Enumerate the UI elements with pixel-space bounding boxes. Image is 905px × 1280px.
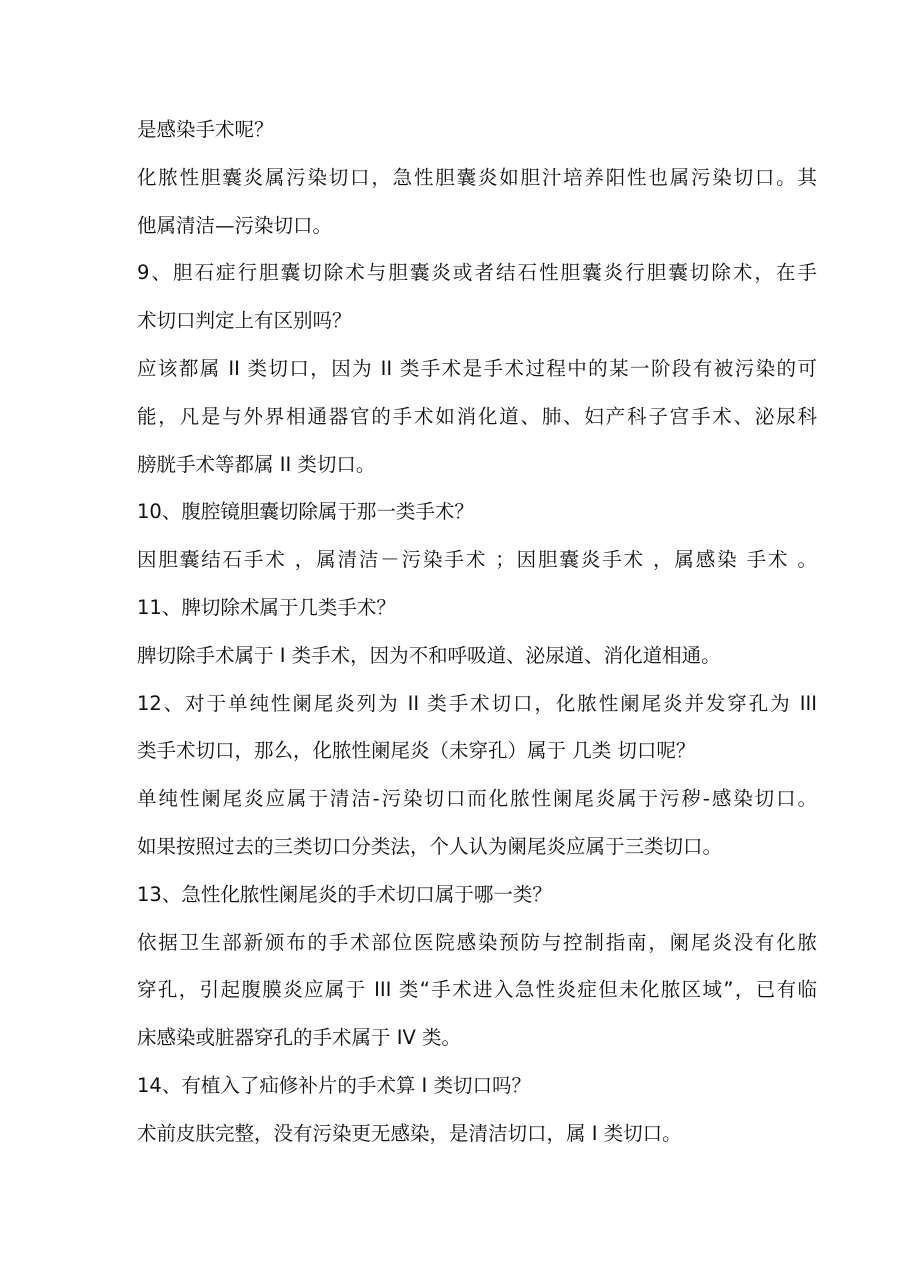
question-12-line: 12、对于单纯性阑尾炎列为 II 类手术切口，化脓性阑尾炎并发穿孔为 III <box>137 691 817 715</box>
text-line: 穿孔，引起腹膜炎应属于 III 类“手术进入急性炎症但未化脓区域”，已有临 <box>137 978 817 1002</box>
text-line: 是感染手术呢？ <box>137 118 274 141</box>
text-line: 化脓性胆囊炎属污染切口，急性胆囊炎如胆汁培养阳性也属污染切口。其 <box>137 165 817 189</box>
question-13-line: 13、急性化脓性阑尾炎的手术切口属于哪一类？ <box>137 882 552 906</box>
text-line: 应该都属 II 类切口，因为 II 类手术是手术过程中的某一阶段有被污染的可 <box>137 356 817 380</box>
text-line: 他属清洁—污染切口。 <box>137 213 333 237</box>
question-10-line: 10、腹腔镜胆囊切除属于那一类手术？ <box>137 500 474 524</box>
question-12-line: 类手术切口，那么，化脓性阑尾炎（未穿孔）属于 几类 切口呢？ <box>137 739 696 763</box>
text-line: 膀胱手术等都属 II 类切口。 <box>137 452 376 476</box>
text-line: 脾切除手术属于 I 类手术，因为不和呼吸道、泌尿道、消化道相通。 <box>137 643 721 667</box>
text-line: 床感染或脏器穿孔的手术属于 IV 类。 <box>137 1026 461 1050</box>
text-line: 依据卫生部新颁布的手术部位医院感染预防与控制指南，阑尾炎没有化脓 <box>137 930 817 954</box>
question-11-line: 11、脾切除术属于几类手术？ <box>137 595 396 619</box>
document-body <box>137 116 817 1168</box>
text-line: 单纯性阑尾炎应属于清洁-污染切口而化脓性阑尾炎属于污秽-感染切口。 <box>137 787 817 811</box>
question-14-line: 14、有植入了疝修补片的手术算 I 类切口吗？ <box>137 1073 531 1097</box>
question-9-line: 9、胆石症行胆囊切除术与胆囊炎或者结石性胆囊炎行胆囊切除术，在手 <box>137 261 817 285</box>
text-line: 因胆囊结石手术 ，属清洁－污染手术 ；因胆囊炎手术 ，属感染 手术 。 <box>137 548 817 572</box>
question-9-line: 术切口判定上有区别吗？ <box>137 309 352 333</box>
text-line: 能，凡是与外界相通器官的手术如消化道、肺、妇产科子宫手术、泌尿科 <box>137 404 817 428</box>
text-line: 如果按照过去的三类切口分类法，个人认为阑尾炎应属于三类切口。 <box>137 834 723 858</box>
text-line: 术前皮肤完整，没有污染更无感染，是清洁切口，属 I 类切口。 <box>137 1121 682 1145</box>
